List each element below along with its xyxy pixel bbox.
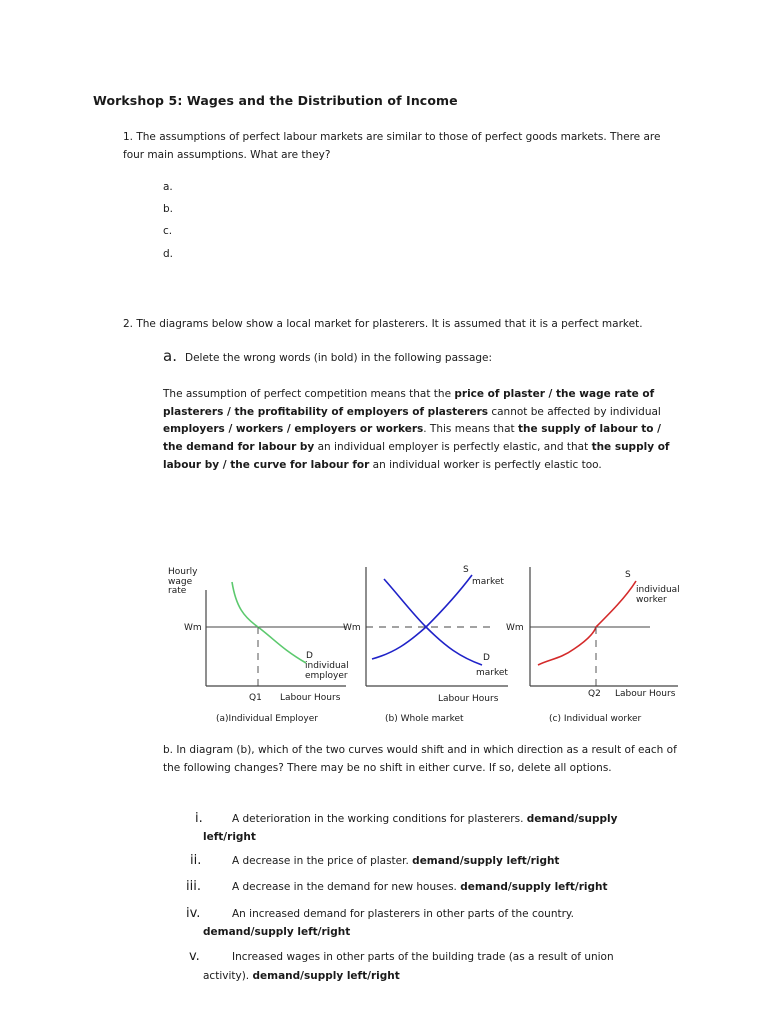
item-text	[232, 811, 617, 829]
item-continuation	[203, 829, 256, 847]
option-a: a.	[163, 181, 173, 193]
item-plain: Increased wages in other parts of the building trade (as a result of union	[232, 951, 614, 963]
passage-text: an individual worker is perfectly elastic too.	[369, 458, 602, 471]
question-1-text: 1. The assumptions of perfect labour markets are similar to those of perfect goods markets. There are four main assumptions. What are they?	[123, 131, 661, 161]
supply-sub-1: individual	[636, 585, 680, 595]
item-plain: A deterioration in the working conditions for plasterers.	[232, 813, 527, 825]
item-text	[232, 906, 574, 924]
supply-curve	[538, 581, 636, 665]
caption-b: (b) Whole market	[385, 714, 464, 724]
option-c: c.	[163, 225, 173, 237]
demand-sub-1: individual	[305, 661, 349, 671]
item-bold: demand/supply	[526, 813, 618, 825]
y-axis-label-line2: wage	[168, 577, 193, 587]
passage-bold-option: price of plaster / the wage rate of plasterers / the profitability of employers of plasterers	[163, 388, 655, 418]
item-bold: demand/supply left/right	[460, 881, 608, 893]
demand-label: D	[483, 653, 490, 663]
item-bold: left/right	[203, 831, 256, 843]
passage-bold-option: the supply of labour by / the curve for labour for	[163, 441, 670, 471]
item-bold: demand/supply left/right	[252, 970, 400, 982]
y-axis-label-line1: Hourly	[168, 567, 198, 577]
demand-curve	[232, 582, 306, 663]
item-text	[232, 949, 614, 967]
part-a-instruction: Delete the wrong words (in bold) in the following passage:	[185, 352, 493, 364]
q1-label: Q1	[249, 693, 262, 703]
demand-curve	[384, 579, 482, 665]
part-a-letter: a.	[163, 347, 177, 365]
supply-label: S	[463, 565, 469, 575]
passage-text: cannot be affected by individual	[488, 405, 661, 418]
wm-label: Wm	[184, 623, 202, 633]
supply-sub-2: worker	[636, 595, 667, 605]
x-axis-label: Labour Hours	[615, 689, 676, 699]
demand-sub: market	[476, 668, 508, 678]
item-continuation	[203, 924, 350, 942]
item-text	[232, 853, 559, 871]
x-axis-label: Labour Hours	[280, 693, 341, 703]
supply-label: S	[625, 570, 631, 580]
item-number: iv.	[186, 906, 201, 921]
demand-label: D	[306, 651, 313, 661]
item-number: iii.	[186, 879, 201, 894]
x-axis-label: Labour Hours	[438, 694, 499, 704]
diagram-individual-employer	[168, 567, 349, 724]
item-number: v.	[189, 949, 200, 964]
item-number: ii.	[190, 853, 202, 868]
part-b-question: b. In diagram (b), which of the two curves would shift and in which direction as a result of each of the following changes? There may be no shift in either curve. If so, delete all options.	[163, 744, 677, 774]
item-continuation	[203, 968, 400, 986]
item-number: i.	[195, 811, 203, 826]
question-2-intro: 2. The diagrams below show a local market for plasterers. It is assumed that it is a perfect market.	[123, 318, 643, 330]
passage-bold-option: the supply of labour to / the demand for labour by	[163, 423, 661, 454]
item-plain: An increased demand for plasterers in other parts of the country.	[232, 908, 574, 920]
option-b: b.	[163, 203, 174, 215]
y-axis-label-line3: rate	[168, 586, 187, 596]
passage-text: . This means that	[423, 423, 518, 436]
wm-label: Wm	[343, 623, 361, 633]
labour-market-diagrams	[150, 555, 690, 735]
option-d: d.	[163, 248, 174, 260]
passage-bold-option: employers / workers / employers or workers	[163, 423, 424, 436]
item-text	[232, 879, 608, 897]
item-bold: demand/supply left/right	[412, 855, 560, 867]
passage	[163, 386, 683, 475]
item-plain: A decrease in the price of plaster.	[232, 855, 413, 867]
diagram-whole-market	[343, 565, 508, 724]
caption-c: (c) Individual worker	[549, 714, 642, 724]
caption-a: (a)Individual Employer	[216, 714, 318, 724]
supply-curve	[372, 575, 472, 659]
passage-text: The assumption of perfect competition means that the	[163, 388, 455, 400]
item-plain: A decrease in the demand for new houses.	[232, 881, 461, 893]
passage-text: an individual employer is perfectly elastic, and that	[314, 441, 592, 454]
item-bold: demand/supply left/right	[203, 926, 351, 938]
demand-sub-2: employer	[305, 671, 348, 681]
item-plain: activity).	[203, 970, 253, 982]
q2-label: Q2	[588, 689, 601, 699]
diagram-individual-worker	[506, 567, 680, 724]
wm-label: Wm	[506, 623, 524, 633]
page-title: Workshop 5: Wages and the Distribution of Income	[93, 93, 458, 108]
supply-sub: market	[472, 577, 504, 587]
